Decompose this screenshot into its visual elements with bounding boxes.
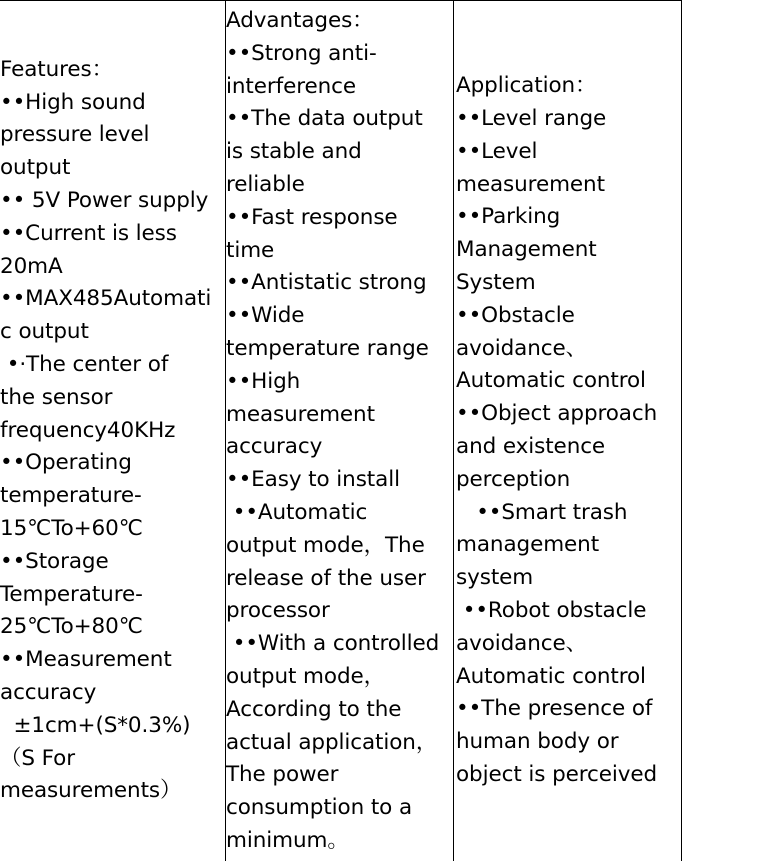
features-column bbox=[0, 1, 225, 861]
advantages-column bbox=[226, 1, 453, 861]
features-line: ••Operating bbox=[0, 450, 132, 476]
application-line: management bbox=[456, 532, 600, 558]
advantages-line: consumption to a bbox=[226, 795, 413, 821]
application-line: ••Level range bbox=[456, 106, 607, 132]
advantages-line: measurement bbox=[226, 401, 375, 427]
advantages-line: reliable bbox=[226, 171, 305, 197]
features-line: c output bbox=[0, 319, 89, 345]
advantages-line: actual application， bbox=[226, 729, 438, 755]
features-line: ±1cm+(S*0.3%) bbox=[0, 712, 191, 738]
advantages-line: Advantages： bbox=[226, 8, 374, 33]
application-line: object is perceived bbox=[456, 761, 658, 787]
advantages-line: processor bbox=[226, 598, 330, 624]
application-line: avoidance、 bbox=[456, 335, 588, 361]
advantages-line: ••Fast response bbox=[226, 204, 398, 230]
features-line: accuracy bbox=[0, 679, 97, 705]
application-line: ••Robot obstacle bbox=[456, 597, 647, 623]
application-line: ••Parking bbox=[456, 204, 561, 230]
application-column bbox=[454, 1, 682, 861]
application-line: perception bbox=[456, 466, 571, 492]
advantages-line: ••Easy to install bbox=[226, 467, 400, 493]
advantages-line: According to the bbox=[226, 696, 402, 722]
features-line: temperature- bbox=[0, 483, 142, 509]
application-line: Automatic control bbox=[456, 663, 646, 689]
advantages-line: ••Wide bbox=[226, 303, 305, 329]
advantages-line: The power bbox=[226, 762, 339, 788]
advantages-line: ••Strong anti- bbox=[226, 40, 377, 66]
features-line: •• 5V Power supply bbox=[0, 188, 209, 214]
advantages-line: output mode， bbox=[226, 663, 386, 689]
features-line: Features： bbox=[0, 56, 114, 82]
features-line: frequency40KHz bbox=[0, 417, 176, 443]
application-line: system bbox=[456, 565, 534, 591]
application-line: and existence bbox=[456, 434, 606, 459]
application-line: measurement bbox=[456, 171, 605, 197]
advantages-line: temperature range bbox=[226, 335, 429, 361]
advantages-line: accuracy bbox=[226, 434, 323, 460]
features-line: ••Current is less bbox=[0, 220, 177, 246]
features-line: ••Storage bbox=[0, 548, 109, 574]
features-line: 20mA bbox=[0, 253, 63, 279]
application-line: ••The presence of bbox=[456, 696, 653, 722]
advantages-line: ••The data output bbox=[226, 106, 423, 132]
features-line: ••Measurement bbox=[0, 647, 172, 673]
advantages-line: time bbox=[226, 237, 275, 263]
application-line: Application： bbox=[456, 73, 597, 99]
application-line: System bbox=[456, 270, 536, 296]
advantages-line: minimum。 bbox=[226, 827, 349, 853]
application-line: Automatic control bbox=[456, 368, 646, 394]
features-line: 25℃To+80℃ bbox=[0, 614, 143, 640]
features-line: pressure level bbox=[0, 122, 150, 148]
advantages-line: ••With a controlled bbox=[226, 631, 440, 657]
application-line: ••Obstacle bbox=[456, 302, 575, 328]
application-line: Management bbox=[456, 237, 597, 263]
features-line: ••High sound bbox=[0, 89, 146, 115]
advantages-line: release of the user bbox=[226, 565, 426, 591]
features-line: （S For bbox=[0, 745, 75, 771]
advantages-line: is stable and bbox=[226, 139, 362, 165]
features-line: 15℃To+60℃ bbox=[0, 515, 143, 541]
advantages-line: output mode，The bbox=[226, 532, 425, 558]
features-line: output bbox=[0, 155, 71, 181]
application-line: avoidance、 bbox=[456, 630, 588, 656]
advantages-line: ••High bbox=[226, 368, 301, 394]
features-line: the sensor bbox=[0, 384, 113, 410]
features-line: Temperature- bbox=[0, 581, 143, 607]
application-line: human body or bbox=[456, 729, 619, 755]
application-line: ••Smart trash bbox=[456, 499, 628, 525]
features-line: ••MAX485Automati bbox=[0, 286, 212, 312]
advantages-line: interference bbox=[226, 73, 356, 99]
application-line: ••Level bbox=[456, 138, 538, 164]
application-line: ••Object approach bbox=[456, 401, 658, 427]
features-line: •·The center of bbox=[0, 352, 169, 377]
advantages-line: ••Automatic bbox=[226, 499, 368, 525]
features-line: measurements） bbox=[0, 778, 182, 804]
advantages-line: ••Antistatic strong bbox=[226, 270, 427, 296]
